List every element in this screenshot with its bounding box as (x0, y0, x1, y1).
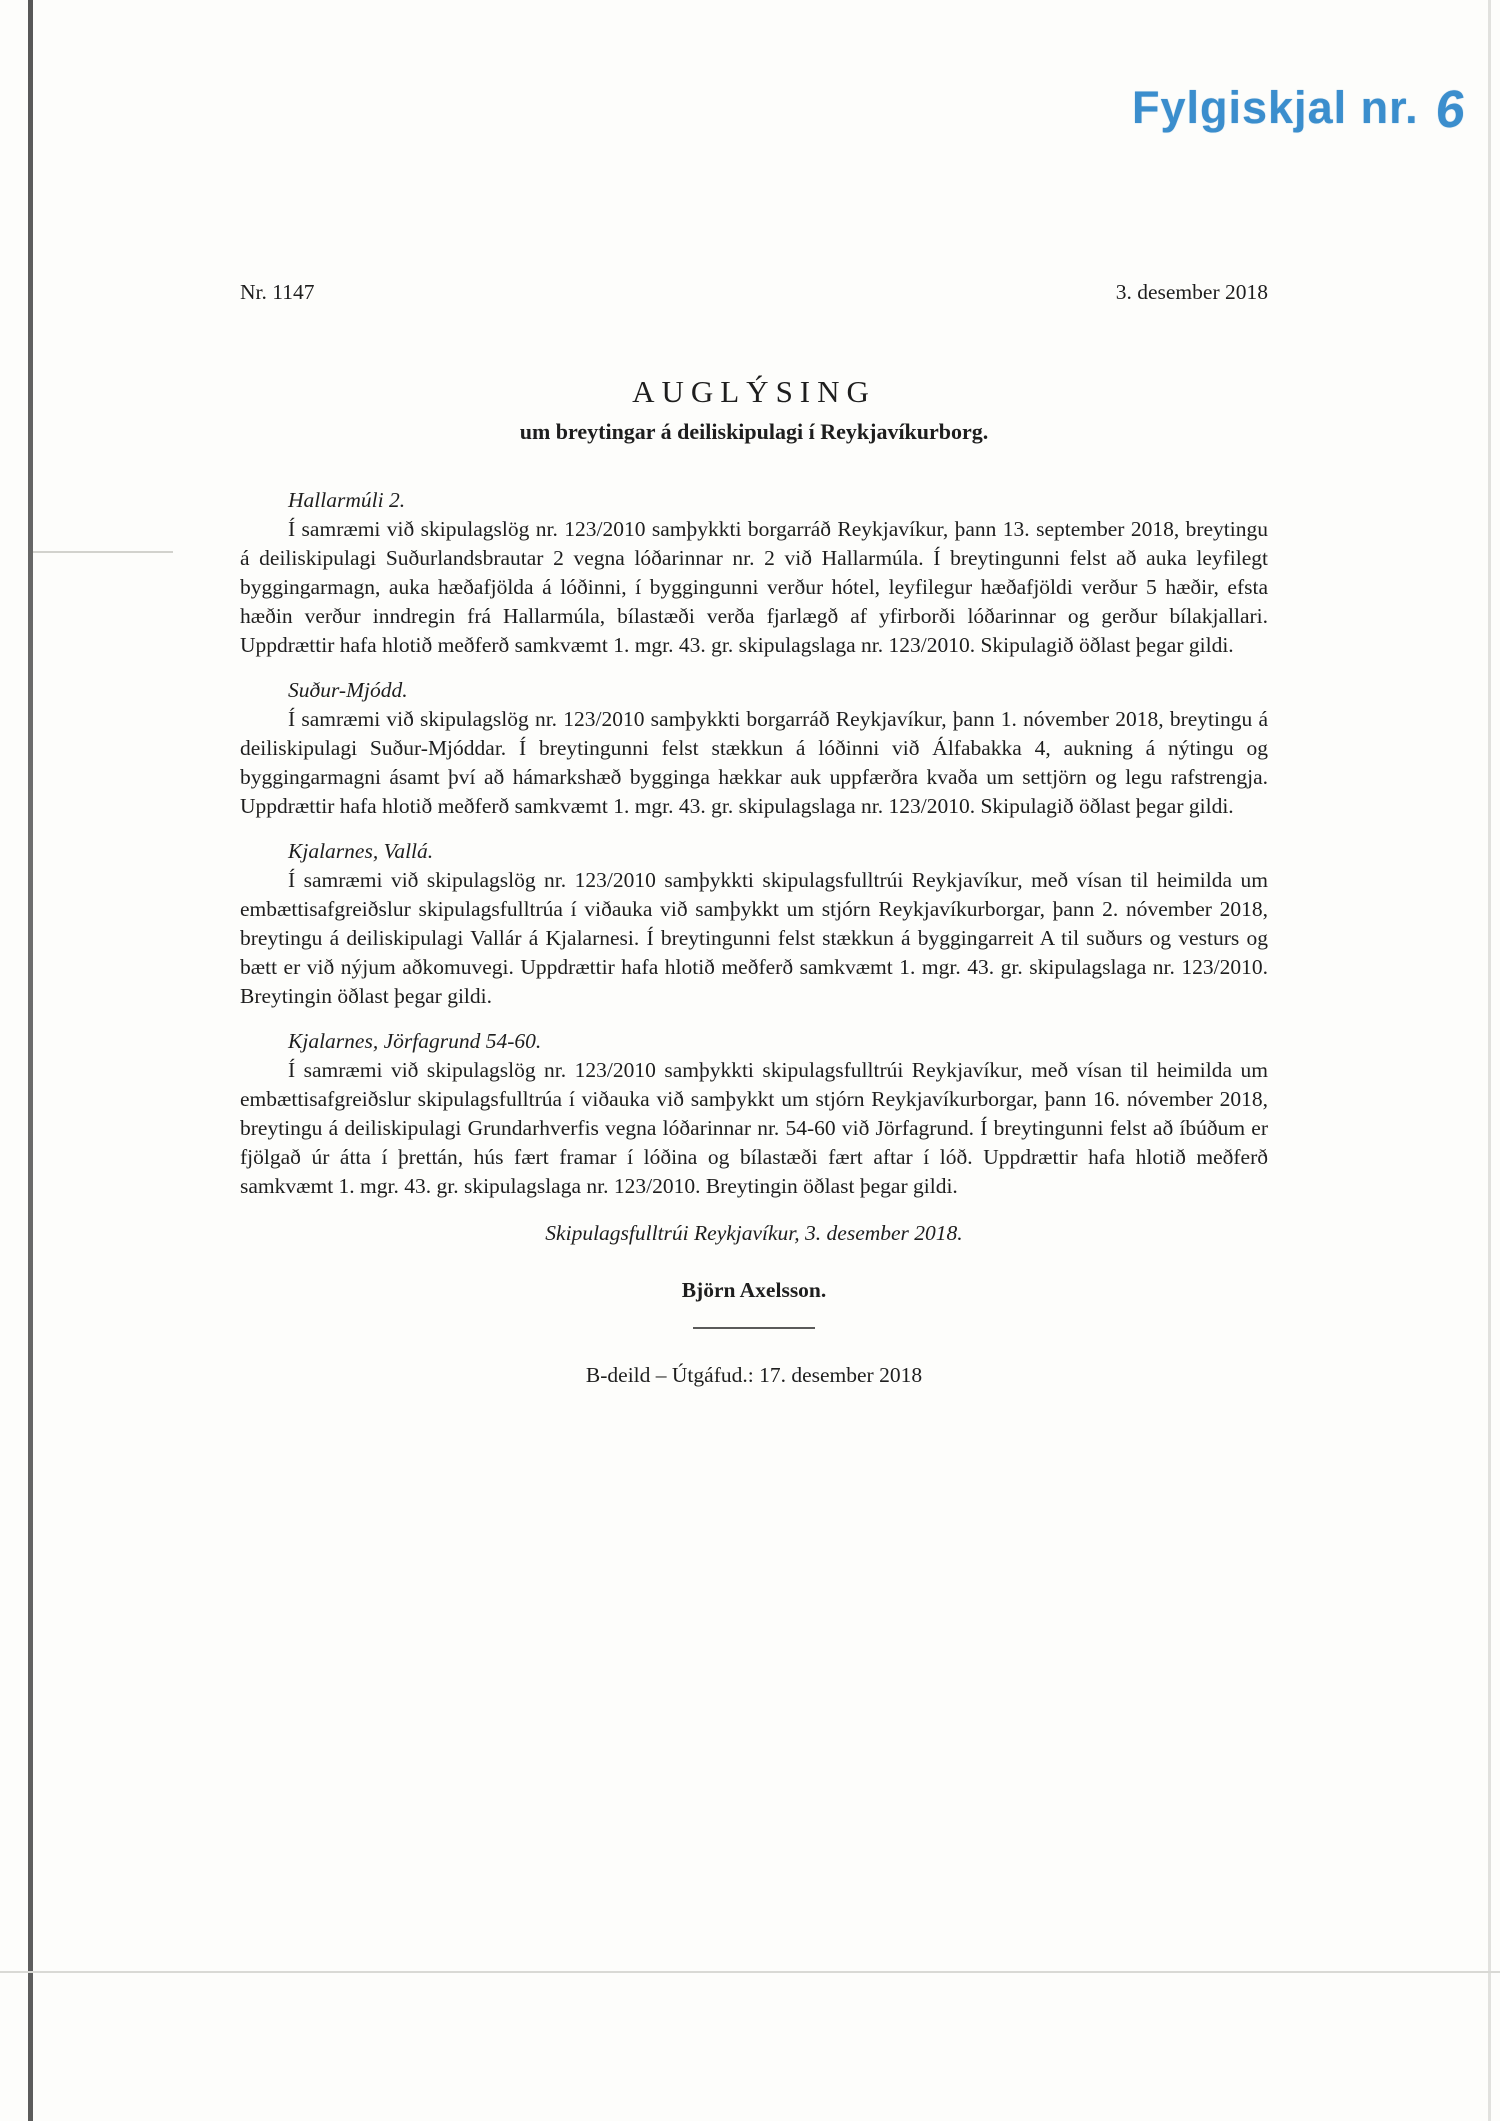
signature-divider (693, 1327, 815, 1329)
scan-artifact-left-mark (33, 551, 173, 553)
section-body: Í samræmi við skipulagslög nr. 123/2010 samþykkti skipulagsfulltrúi Reykjavíkur, með vísan til heimilda um embættisafgreiðslur skipulagsfulltrúa í viðauka við samþykkt um stjórn Reykjavíkurborgar, þann 16. nóvember 2018, breytingu á deiliskipulagi Grundarhverfis vegna lóðarinnar nr. 54-60 við Jörfagrund. Í breytingunni felst að íbúðum er fjölgað úr átta í þrettán, hús fært framar í lóðina og bílastæði fært aftar í lóð. Uppdrættir hafa hlotið meðferð samkvæmt 1. mgr. 43. gr. skipulagslaga nr. 123/2010. Breytingin öðlast þegar gildi. (240, 1058, 1268, 1198)
attachment-stamp (1132, 76, 1467, 141)
document-date: 3. desember 2018 (1115, 280, 1268, 304)
section-body: Í samræmi við skipulagslög nr. 123/2010 samþykkti borgarráð Reykjavíkur, þann 13. september 2018, breytingu á deiliskipulagi Suðurlandsbrautar 2 vegna lóðarinnar nr. 2 við Hallarmúla. Í breytingunni felst að auka leyfilegt byggingarmagn, auka hæðafjölda á lóðinni, í byggingunni verður hótel, leyfilegur hæðafjöldi verður 5 hæðir, efsta hæðin verður inndregin frá Hallarmúla, bílastæði verða fjarlægð af yfirborði lóðarinnar og gerður bílakjallari. Uppdrættir hafa hlotið meðferð samkvæmt 1. mgr. 43. gr. skipulagslaga nr. 123/2010. Skipulagið öðlast þegar gildi. (240, 517, 1268, 657)
section-heading: Suður-Mjódd. (288, 678, 408, 702)
document-subtitle: um breytingar á deiliskipulagi í Reykjavíkurborg. (519, 419, 989, 444)
signoff-line: Skipulagsfulltrúi Reykjavíkur, 3. desember 2018. (545, 1221, 963, 1245)
attachment-stamp-label: Fylgiskjal nr. (1132, 82, 1419, 133)
section-body: Í samræmi við skipulagslög nr. 123/2010 samþykkti borgarráð Reykjavíkur, þann 1. nóvember 2018, breytingu á deiliskipulagi Suður-Mjóddar. Í breytingunni felst stækkun á lóðinni við Álfabakka 4, aukning á nýtingu og byggingarmagni ásamt því að hámarkshæð bygginga hækkar auk uppfærðra kvaða um settjörn og legu rafstrengja. Uppdrættir hafa hlotið meðferð samkvæmt 1. mgr. 43. gr. skipulagslaga nr. 123/2010. Skipulagið öðlast þegar gildi. (240, 707, 1268, 818)
document-number: Nr. 1147 (240, 280, 315, 304)
document-meta-row (240, 278, 1268, 307)
section-kjalarnes-jorfagrund (240, 1027, 1268, 1201)
publication-footer: B-deild – Útgáfud.: 17. desember 2018 (585, 1363, 923, 1387)
section-sudur-mjodd (240, 676, 1268, 821)
section-body: Í samræmi við skipulagslög nr. 123/2010 samþykkti skipulagsfulltrúi Reykjavíkur, með vísan til heimilda um embættisafgreiðslur skipulagsfulltrúa í viðauka við samþykkt um stjórn Reykjavíkurborgar, þann 2. nóvember 2018, breytingu á deiliskipulagi Vallár á Kjalarnesi. Í breytingunni felst stækkun á byggingarreit A til suðurs og vesturs og bætt er við nýjum aðkomuvegi. Uppdrættir hafa hlotið meðferð samkvæmt 1. mgr. 43. gr. skipulagslaga nr. 123/2010. Breytingin öðlast þegar gildi. (240, 868, 1268, 1008)
section-heading: Kjalarnes, Jörfagrund 54-60. (288, 1029, 542, 1053)
section-hallarmuli (240, 486, 1268, 660)
document-title: AUGLÝSING (632, 374, 876, 409)
document-content (240, 278, 1268, 1390)
section-kjalarnes-valla (240, 837, 1268, 1011)
attachment-stamp-number: 6 (1432, 79, 1467, 141)
section-heading: Kjalarnes, Vallá. (288, 839, 434, 863)
section-heading: Hallarmúli 2. (288, 488, 406, 512)
signature-name: Björn Axelsson. (681, 1278, 827, 1302)
scan-edge-left (28, 0, 33, 2121)
scan-edge-right (1488, 0, 1491, 2121)
scan-artifact-horizontal-line (0, 1971, 1500, 1973)
